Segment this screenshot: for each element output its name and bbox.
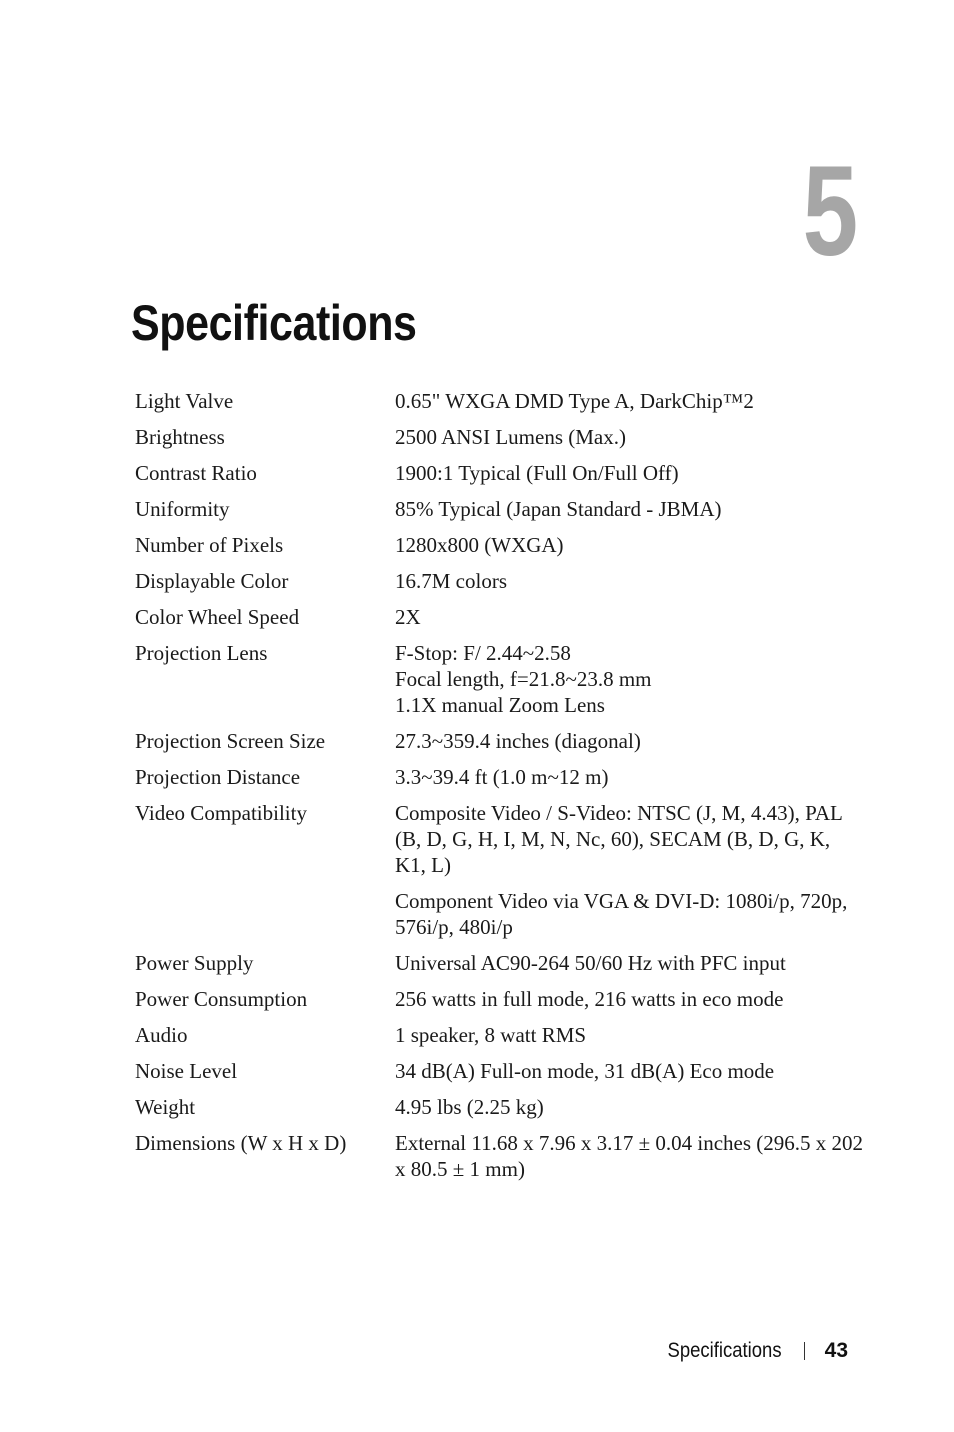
- spec-value: [395, 640, 865, 728]
- spec-row: [135, 604, 865, 640]
- spec-value-paragraph: [395, 388, 865, 414]
- spec-label: Projection Lens: [135, 641, 268, 665]
- spec-label: Projection Screen Size: [135, 729, 326, 753]
- spec-value: [395, 800, 865, 950]
- spec-row: [135, 800, 865, 950]
- spec-table-body: [135, 388, 865, 1192]
- spec-value-paragraph: [395, 532, 865, 558]
- spec-row: [135, 728, 865, 764]
- footer-section-name: Specifications: [667, 1339, 782, 1362]
- spec-label: Weight: [135, 1095, 196, 1119]
- spec-label: Audio: [135, 1023, 188, 1047]
- spec-label: Noise Level: [135, 1059, 238, 1083]
- spec-value-paragraph: [395, 1022, 865, 1048]
- spec-row: [135, 986, 865, 1022]
- spec-row: [135, 1022, 865, 1058]
- spec-value-paragraph: [395, 496, 865, 522]
- spec-value: [395, 388, 865, 424]
- spec-row: [135, 460, 865, 496]
- spec-row: [135, 568, 865, 604]
- spec-value: [395, 568, 865, 604]
- spec-value: [395, 1058, 865, 1094]
- spec-value-line: Composite Video / S-Video: NTSC (J, M, 4.43), PAL (B, D, G, H, I, M, N, Nc, 60), SECAM (B, D, G, K, K1, L): [395, 801, 843, 877]
- spec-value: [395, 496, 865, 532]
- spec-value-paragraph: [395, 764, 865, 790]
- spec-value: [395, 424, 865, 460]
- spec-row: [135, 1130, 865, 1192]
- spec-label: Video Compatibility: [135, 801, 307, 825]
- spec-value: [395, 532, 865, 568]
- spec-value-paragraph: [395, 1094, 865, 1120]
- spec-row: [135, 532, 865, 568]
- spec-label: Contrast Ratio: [135, 461, 257, 485]
- spec-value-line: External 11.68 x 7.96 x 3.17 ± 0.04 inches (296.5 x 202 x 80.5 ± 1 mm): [395, 1131, 864, 1181]
- spec-row: [135, 388, 865, 424]
- spec-value-paragraph: [395, 728, 865, 754]
- footer-divider: [804, 1342, 805, 1360]
- page-footer: [652, 1339, 848, 1363]
- spec-row: [135, 496, 865, 532]
- spec-value-line: 1900:1 Typical (Full On/Full Off): [395, 461, 679, 485]
- spec-value-line: 27.3~359.4 inches (diagonal): [395, 729, 641, 753]
- spec-value-line: 2X: [395, 605, 421, 629]
- spec-value-line: 4.95 lbs (2.25 kg): [395, 1095, 544, 1119]
- spec-value-line: Universal AC90-264 50/60 Hz with PFC input: [395, 951, 786, 975]
- spec-value-paragraph: [395, 800, 865, 878]
- spec-value: [395, 950, 865, 986]
- spec-value-line: 1280x800 (WXGA): [395, 533, 564, 557]
- spec-value-line: 1 speaker, 8 watt RMS: [395, 1023, 587, 1047]
- spec-label: Brightness: [135, 425, 225, 449]
- spec-value-paragraph: [395, 568, 865, 594]
- spec-value: [395, 1094, 865, 1130]
- spec-table: [135, 388, 865, 1192]
- spec-label: Displayable Color: [135, 569, 289, 593]
- spec-value-line: Component Video via VGA & DVI-D: 1080i/p, 720p, 576i/p, 480i/p: [395, 889, 848, 939]
- spec-label: Light Valve: [135, 389, 234, 413]
- spec-label: Power Consumption: [135, 987, 308, 1011]
- spec-value-line: 1.1X manual Zoom Lens: [395, 693, 605, 717]
- spec-value: [395, 1130, 865, 1192]
- spec-label: Uniformity: [135, 497, 230, 521]
- spec-value-line: 85% Typical (Japan Standard - JBMA): [395, 497, 722, 521]
- spec-value-line: 2500 ANSI Lumens (Max.): [395, 425, 626, 449]
- spec-value-paragraph: [395, 424, 865, 450]
- chapter-number: 5: [802, 140, 858, 283]
- spec-value-paragraph: [395, 1130, 865, 1182]
- spec-value-line: Focal length, f=21.8~23.8 mm: [395, 667, 652, 691]
- spec-value-paragraph: [395, 888, 865, 940]
- spec-row: [135, 640, 865, 728]
- spec-value-paragraph: [395, 950, 865, 976]
- page-number: 43: [824, 1339, 848, 1362]
- spec-label: Number of Pixels: [135, 533, 284, 557]
- spec-value: [395, 986, 865, 1022]
- spec-value: [395, 764, 865, 800]
- spec-value-line: 16.7M colors: [395, 569, 507, 593]
- spec-value: [395, 460, 865, 496]
- spec-row: [135, 764, 865, 800]
- spec-value-paragraph: [395, 640, 865, 718]
- spec-label: Power Supply: [135, 951, 254, 975]
- spec-label: Projection Distance: [135, 765, 301, 789]
- spec-value-line: 3.3~39.4 ft (1.0 m~12 m): [395, 765, 609, 789]
- spec-value-paragraph: [395, 986, 865, 1012]
- spec-label: Dimensions (W x H x D): [135, 1131, 347, 1155]
- spec-value: [395, 1022, 865, 1058]
- spec-value-line: 0.65" WXGA DMD Type A, DarkChip™2: [395, 389, 754, 413]
- spec-label: Color Wheel Speed: [135, 605, 300, 629]
- page-title: Specifications: [131, 295, 417, 351]
- spec-value-line: F-Stop: F/ 2.44~2.58: [395, 641, 571, 665]
- spec-value-line: 256 watts in full mode, 216 watts in eco mode: [395, 987, 784, 1011]
- spec-row: [135, 424, 865, 460]
- spec-value: [395, 728, 865, 764]
- spec-value: [395, 604, 865, 640]
- spec-row: [135, 950, 865, 986]
- spec-row: [135, 1058, 865, 1094]
- spec-value-paragraph: [395, 460, 865, 486]
- spec-row: [135, 1094, 865, 1130]
- spec-value-line: 34 dB(A) Full-on mode, 31 dB(A) Eco mode: [395, 1059, 775, 1083]
- spec-value-paragraph: [395, 1058, 865, 1084]
- spec-value-paragraph: [395, 604, 865, 630]
